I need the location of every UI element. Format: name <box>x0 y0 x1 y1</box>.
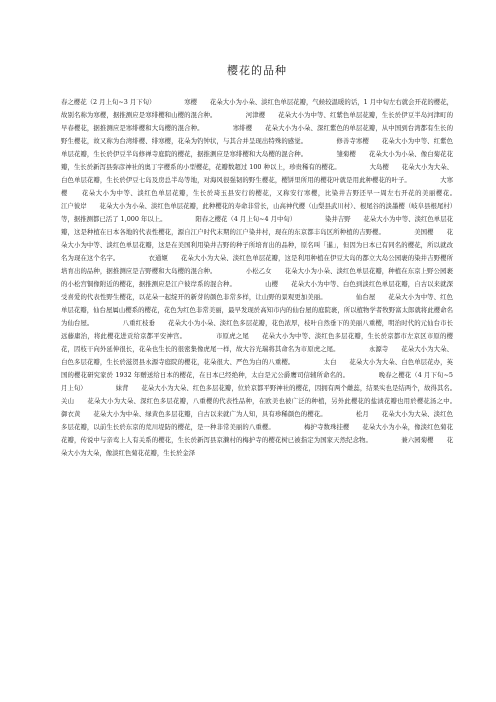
document-entry: 小松乙女 花朵大小为小朵、淡红色单层花瓣，种植在东京上野公园裹的小松宫铜像附近的樱花，据推测应是江户彼岸系的混合种。 <box>61 267 454 288</box>
document-entry: 美国樱 花朵大小为中等、淡红色单层花瓣，这是在美国利用染井吉野的种子所培育出的品种，原名叫「暹」，但因为日本已有同名的樱花，所以就改名为现在这个名字。 <box>61 228 453 262</box>
document-entry: 春之樱花（2 月上旬~3 月下旬） <box>61 98 153 106</box>
document-entry: 仙台屋 花朵大小为中等、红色单层花瓣，仙台屋属山樱系的樱花，花色为红色非常美丽，最早发现於高知市内的仙台屋的庭院裹，所以植物学者牧野富太郎就将此樱命名为仙台屋。 <box>61 293 454 327</box>
document-entry: 晚春之樱花（4 月下旬~5 月上旬） <box>61 371 453 392</box>
document-title: 樱花的品种 <box>227 64 287 77</box>
document-entry: 阳春之樱花（4 月上旬~4 月中旬） <box>195 215 293 223</box>
document-entry: 大寒樱 花朵大小为中等、淡红色单层花瓣，生长於琦玉县安行的樱花，又称安行寒樱，比染井吉野还早一周左右开花的美丽樱花。 <box>61 176 453 197</box>
document-entry: 梅护寺数珠挂樱 花朵大小为小朵，像淡红色菊花花瓣，传说中与亲鸾上人有关系的樱花，生长於新泻县京濑村的梅护寺的樱花树已被指定为国家天然纪念物。 <box>61 423 453 444</box>
document-entry: 关山 花朵大小为大朵、深红色多层花瓣，八重樱的代表性品种，在欧美也被广泛的种植，另外此樱花的盐渍花瓣也用於樱花汤之中。 <box>61 397 453 405</box>
document-entry: 衣通姬 花朵大小为大朵、淡红色单层花瓣，这是利用种植在伊豆大岛的都立大岛公园裹的染井吉野樱所培育出的品种，据推测应是吉野樱和大岛樱的混合种。 <box>61 254 453 275</box>
document-entry: 兼六园菊樱 花朵大小为大朵，像淡红色菊花花瓣，生长於金泽 <box>61 436 454 457</box>
document-entry: 太白 花朵大小为大朵、白色单层花办，英国的樱花研究家於 1932 年赠送给日本的樱花，在日本已经绝种，太白是元公爵鹰司信辅所命名的。 <box>61 358 453 379</box>
document-entry: 寒绯樱 花朵大小为小朵、深红紫色的单层花瓣，从中国到台湾都有生长的野生樱花，故又称为台湾绯樱、绯寒樱，花朵为钓钟状，与其合并呈现出特殊的感觉。 <box>61 124 453 145</box>
document-entry: 雏菊樱 花朵大小为小朵、像白菊花花瓣，生长於新泻县弥彦神社的奥丁字樱系的小型樱花，花瓣数超过 100 种以上，珍贵稀有的樱花。 <box>61 150 454 171</box>
document-entry: 御衣黄 花朵大小为中朵、绿黄色多层花瓣，自古以来就广为人知，具有珍稀颜色的樱花。 <box>61 410 324 418</box>
document-entry: 修善寺寒樱 花朵大小为中等、红紫色单层花瓣，生长於伊豆半岛修禅寺庭院的樱花，据推测应是寒绯樱和大岛樱的混合种。 <box>61 137 454 158</box>
document-entry: 江户彼岸 花朵大小为小朵、淡红色单层花瓣，此种樱花的寿命非常长，山高神代樱（山梨县武川村）、根尾谷的淡墨樱（岐阜县根尾村）等，据推测都已活了 1,000 年以上。 <box>61 202 453 223</box>
document-entry: 寒樱 花朵大小为小朵、淡红色单层花瓣，气候较温暖的话，1 月中旬左右就会开花的樱花，故别名称为寒樱，据推测应是寒绯樱和山樱的混合种。 <box>61 98 453 119</box>
document-entry: 大岛樱 花朵大小为大朵、白色单层花瓣，生长於伊豆七岛及房总半岛等地，对海风很强韧的野生樱花，樱饼里所用的樱花叶就是用此种樱花的叶子。 <box>61 163 454 184</box>
document-entry: 妹背 花朵大小为大朵、红色多层花瓣，位於京都平野神社的樱花，因拥有两个雌蕊，结果实也是结两个，故得其名。 <box>115 384 453 392</box>
document-entry: 永源寺 花朵大小为大朵、白色多层花瓣，生长於滋贺县永源寺庭院的樱花，花朵很大、严色为白的八重樱。 <box>61 345 453 366</box>
document-entry: 八重红枝垂 花朵大小为小朵、淡红色多层花瓣，花色浓厚，枝叶自然垂下的美丽八重樱，明治时代的元仙台市长远藤庸治，将此樱花进贡给京都平安神宫。 <box>61 319 453 340</box>
document-entry: 市原虎之尾 花朵大小为中等、淡红色多层花瓣，生长於京都市左京区市原的樱花，因枝干向外延伸很长，花朵也生长的很密集像虎尾一样，故大谷光瑞将其命名为市原虎之尾。 <box>61 332 454 353</box>
document-entry: 山樱 花朵大小为中等、白色到淡红色单层花瓣，自古以来就深受喜爱的代表性野生樱花，以花朵一起绽开的新芽的颜色非常多样，让山野的景观更加美丽。 <box>61 280 454 301</box>
document-entry: 染井吉野 花朵大小为中等、淡红色单层花瓣，这是种植在日本各地的代表性樱花，源自江户时代末期的江户染井村，现在的东京都丰岛区所种植的吉野樱。 <box>61 215 454 236</box>
document-entry: 松月 花朵大小为大朵、淡红色多层花瓣，以前生长於东京的荒川堤防的樱花，是一种非常美丽的八重樱。 <box>61 410 454 431</box>
document-body <box>61 96 453 460</box>
document-entry: 河津樱 花朵大小为中等、红紫色单层花瓣，生长於伊豆半岛河津町的早春樱花，据推测应是寒绯樱和大岛樱的混合种。 <box>61 111 454 132</box>
